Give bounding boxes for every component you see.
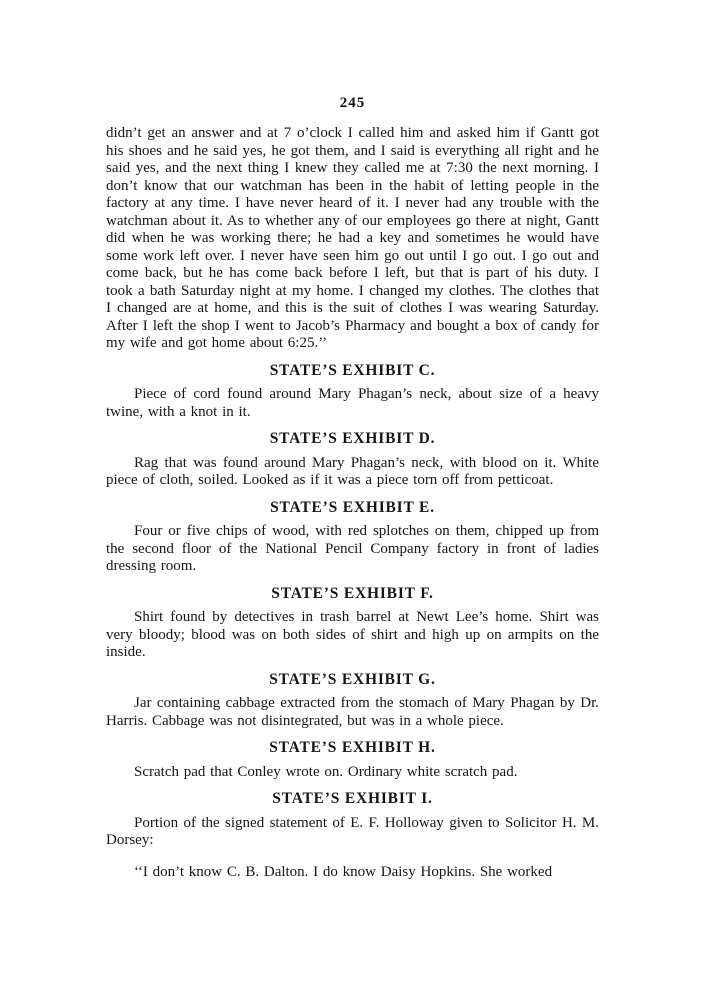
exhibit-d-body: Rag that was found around Mary Phagan’s neck, with blood on it. White piece of cloth, soiled. Looked as if it was a piece torn off from petticoat. (106, 454, 599, 488)
exhibit-g-body: Jar containing cabbage extracted from the stomach of Mary Phagan by Dr. Harris. Cabbage was not disintegrated, but was in a whole piece. (106, 695, 599, 729)
exhibit-d-heading: STATE’S EXHIBIT D. (269, 430, 436, 447)
exhibit-i-heading: STATE’S EXHIBIT I. (272, 790, 433, 807)
exhibit-i-body: Portion of the signed statement of E. F. Holloway given to Solicitor H. M. Dorsey: (106, 814, 599, 848)
page-number: 245 (339, 95, 366, 111)
page-content (106, 95, 599, 881)
exhibit-f-body: Shirt found by detectives in trash barrel at Newt Lee’s home. Shirt was very bloody; blood was on both sides of shirt and high up on armpits on the inside. (106, 609, 599, 660)
exhibit-c-body: Piece of cord found around Mary Phagan’s neck, about size of a heavy twine, with a knot in it. (106, 386, 599, 420)
exhibit-h-heading: STATE’S EXHIBIT H. (269, 739, 436, 756)
exhibit-g-heading: STATE’S EXHIBIT G. (269, 670, 436, 688)
opening-paragraph: didn’t get an answer and at 7 o’clock I called him and asked him if Gantt got his shoes and he said yes, he got them, and I said is everything all right and he said yes, and the next thing I knew they called me at 7:30 the next morning. I don’t know that our watchman has been in the habit of letting people in the factory at any time. I have never heard of it. I never had any trouble with the watchman about it. As to whether any of our employees go there at night, Gantt did when he was working there; he had a key and sometimes he would have some work left over. I never have seen him go out until I go out. I go out and come back, but he has come back before I left, but that is part of his duty. I took a bath Saturday night at my home. I changed my clothes. The clothes that I changed are at home, and this is the suit of clothes I was wearing Saturday. After I left the shop I went to Jacob’s Pharmacy and bought a box of candy for my wife and got home about 6:25.’’ (106, 125, 599, 351)
exhibit-e-body: Four or five chips of wood, with red splotches on them, chipped up from the second floor of the National Pencil Company factory in front of ladies dressing room. (106, 523, 599, 574)
exhibit-e-heading: STATE’S EXHIBIT E. (270, 498, 435, 516)
exhibit-c-heading: STATE’S EXHIBIT C. (269, 361, 436, 379)
closing-quote: ‘‘I don’t know C. B. Dalton. I do know Daisy Hopkins. She worked (134, 863, 553, 880)
exhibit-h-body: Scratch pad that Conley wrote on. Ordinary white scratch pad. (134, 763, 518, 780)
exhibit-f-heading: STATE’S EXHIBIT F. (271, 584, 434, 602)
